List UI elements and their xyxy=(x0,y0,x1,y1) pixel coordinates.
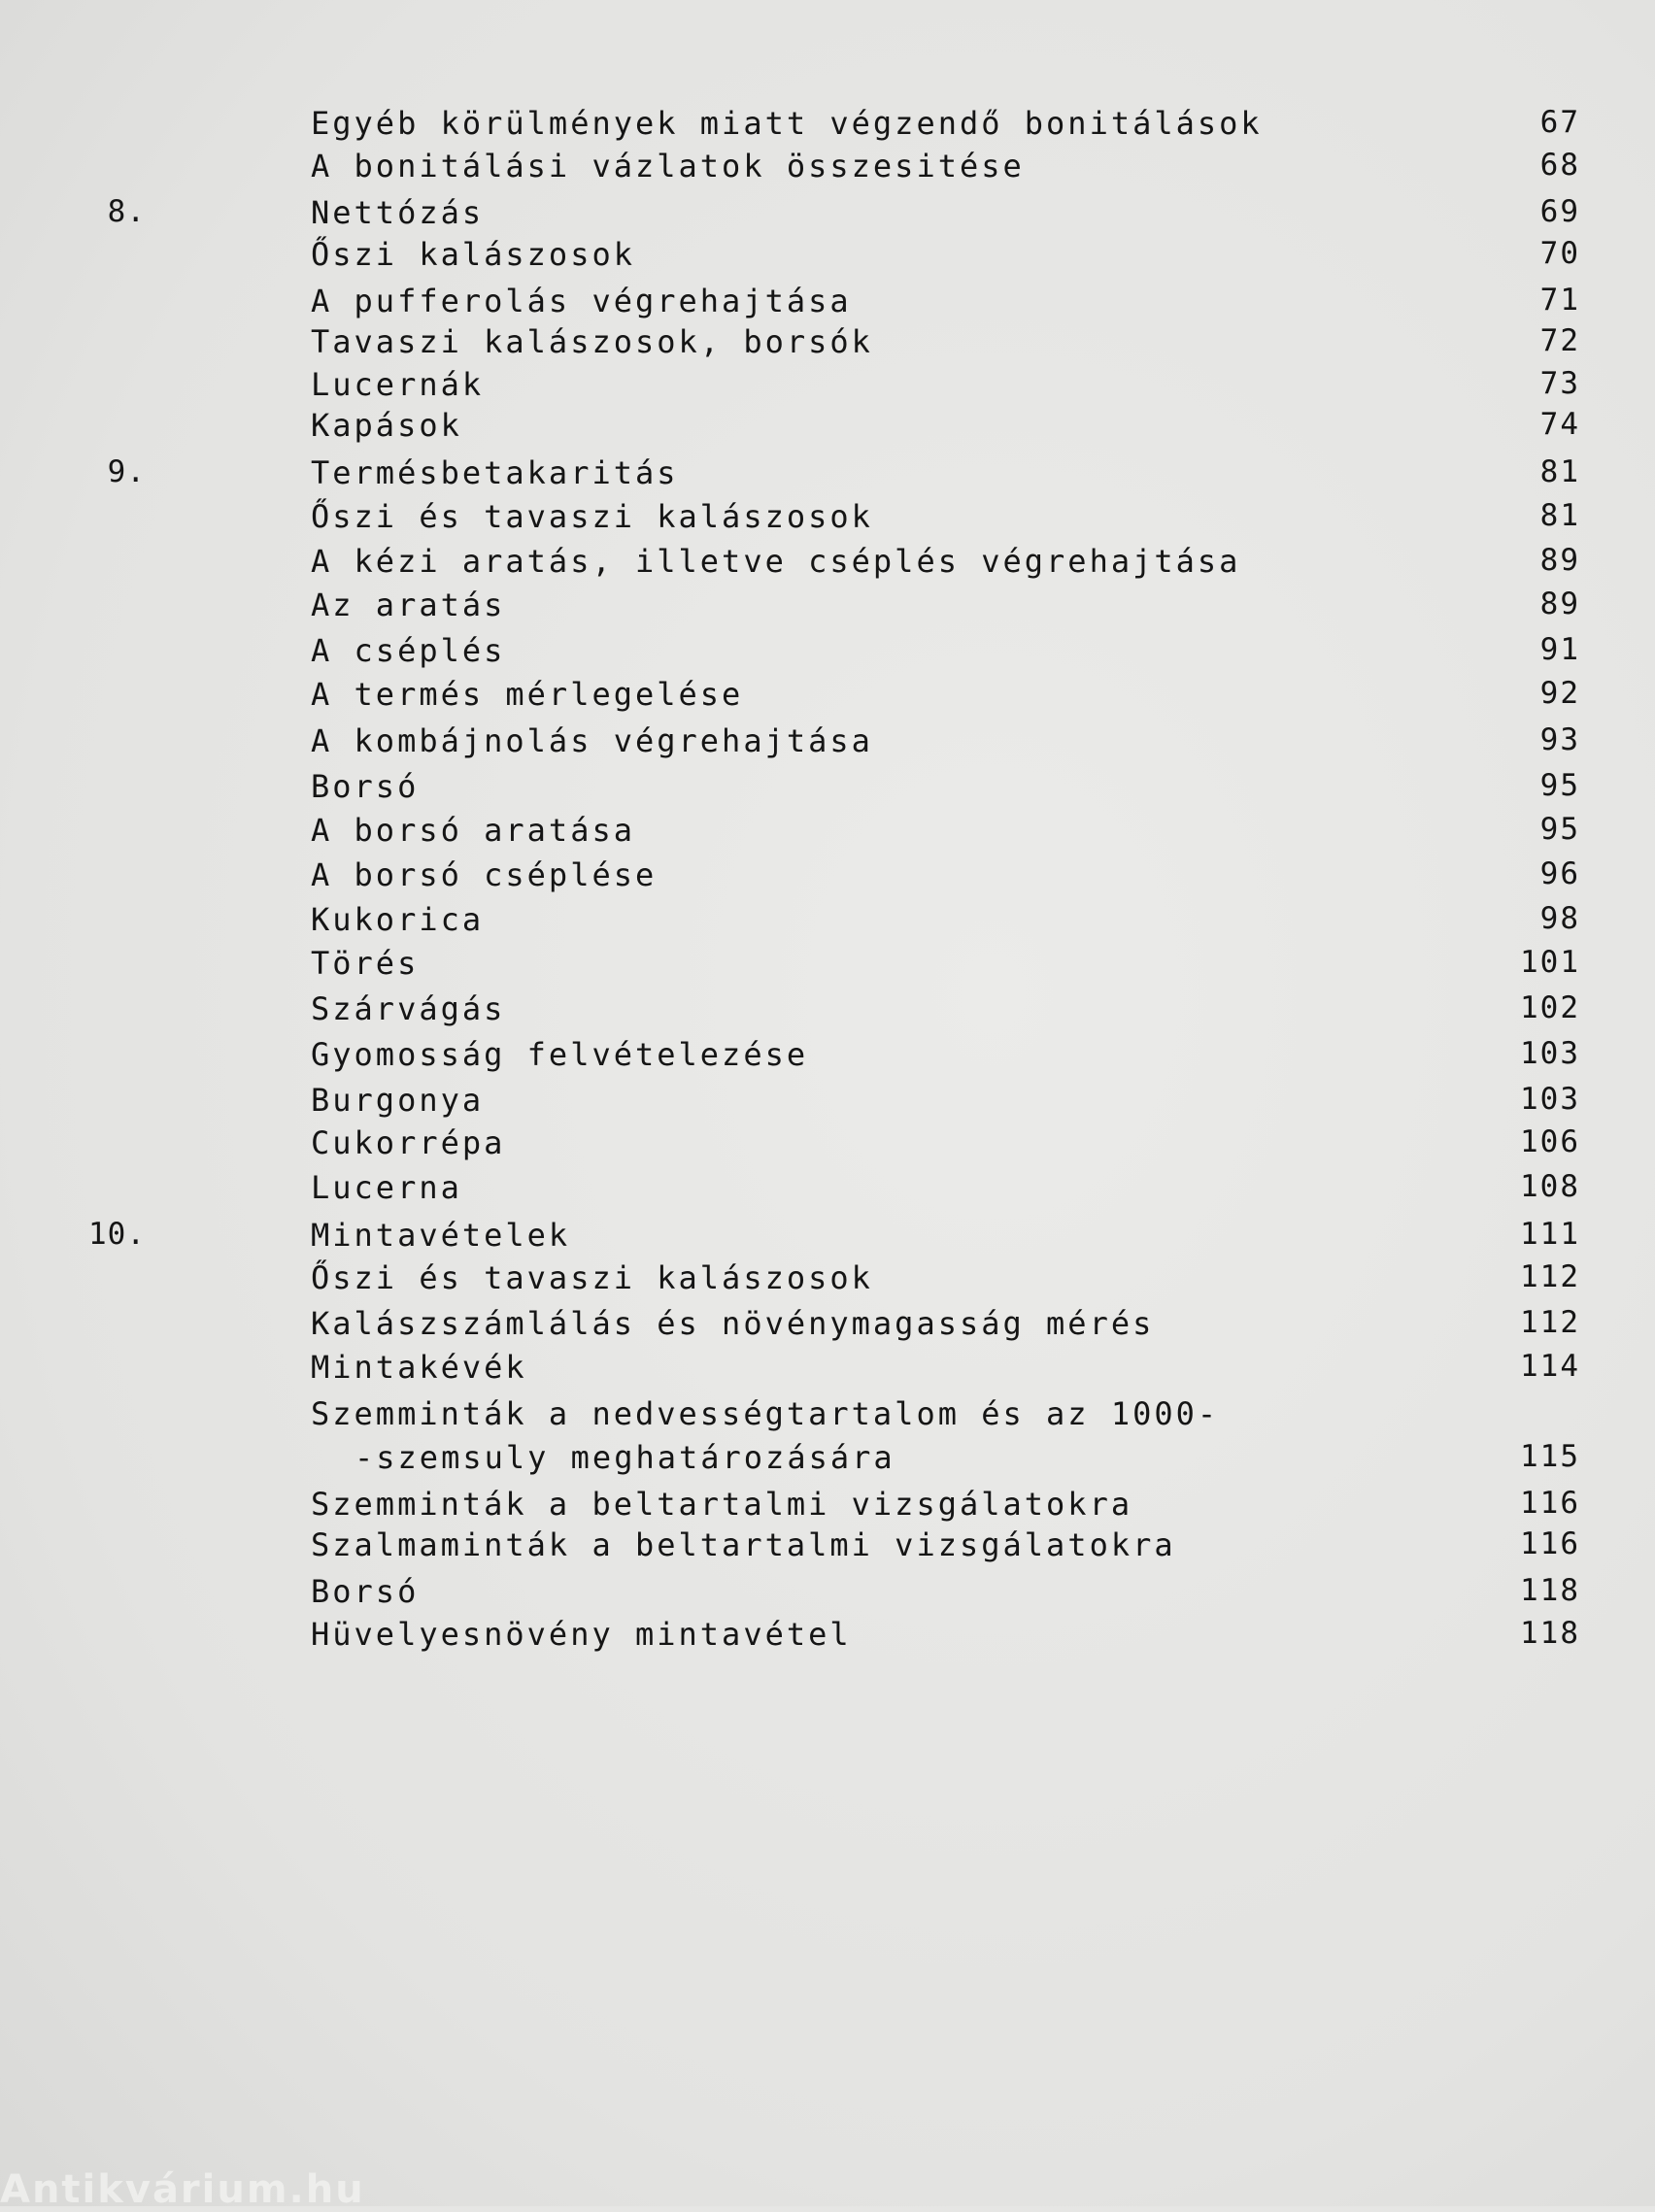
page-number: 69 xyxy=(1539,194,1580,229)
entry-title: Mintavételek xyxy=(311,1217,571,1254)
page-number: 71 xyxy=(1539,283,1580,318)
page-number: 101 xyxy=(1520,945,1580,980)
page-number: 106 xyxy=(1520,1124,1580,1159)
entry-title: Kukorica xyxy=(311,901,485,938)
entry-title: -szemsuly meghatározására xyxy=(355,1439,895,1476)
entry-title: A bonitálási vázlatok összesitése xyxy=(311,148,1025,184)
entry-title: Gyomosság felvételezése xyxy=(311,1036,809,1073)
entry-title: A kézi aratás, illetve cséplés végrehajtása xyxy=(311,543,1241,580)
page-number: 98 xyxy=(1539,901,1580,936)
entry-title: Szemminták a nedvességtartalom és az 1000- xyxy=(311,1395,1220,1432)
entry-title: Cukorrépa xyxy=(311,1124,506,1161)
entry-title: Egyéb körülmények miatt végzendő bonitálások xyxy=(311,105,1263,142)
page-number: 103 xyxy=(1520,1082,1580,1117)
page-number: 81 xyxy=(1539,498,1580,533)
entry-title: Lucernák xyxy=(311,366,485,403)
entry-title: Borsó xyxy=(311,768,420,805)
watermark: Antikvárium.hu xyxy=(0,2167,365,2212)
page-number: 108 xyxy=(1520,1169,1580,1204)
entry-title: Nettózás xyxy=(311,194,485,231)
page-number: 95 xyxy=(1539,768,1580,803)
entry-title: Mintakévék xyxy=(311,1349,527,1386)
page-number: 112 xyxy=(1520,1259,1580,1294)
entry-title: Burgonya xyxy=(311,1082,485,1119)
page-number: 91 xyxy=(1539,632,1580,667)
page-number: 95 xyxy=(1539,812,1580,847)
toc-entry xyxy=(0,1163,1655,1218)
entry-title: A kombájnolás végrehajtása xyxy=(311,722,873,759)
page-number: 118 xyxy=(1520,1573,1580,1608)
page-number: 72 xyxy=(1539,323,1580,358)
page-number: 116 xyxy=(1520,1486,1580,1521)
entry-title: Kapások xyxy=(311,407,462,444)
entry-title: Szemminták a beltartalmi vizsgálatokra xyxy=(311,1486,1133,1523)
page-number: 73 xyxy=(1539,366,1580,401)
page-number: 74 xyxy=(1539,407,1580,442)
entry-title: Őszi és tavaszi kalászosok xyxy=(311,1259,873,1296)
entry-title: A termés mérlegelése xyxy=(311,676,744,713)
page-number: 118 xyxy=(1520,1616,1580,1651)
entry-title: A borsó cséplése xyxy=(311,856,658,893)
page-number: 116 xyxy=(1520,1526,1580,1561)
entry-title: Őszi kalászosok xyxy=(311,236,635,273)
page-number: 68 xyxy=(1539,148,1580,183)
entry-title: Törés xyxy=(311,945,420,982)
toc-entry xyxy=(0,1610,1655,1664)
page-number: 93 xyxy=(1539,722,1580,757)
page-number: 103 xyxy=(1520,1036,1580,1071)
toc-entry xyxy=(0,401,1655,455)
entry-title: Termésbetakaritás xyxy=(311,454,679,491)
chapter-number: 8. xyxy=(107,194,146,229)
page-number: 102 xyxy=(1520,990,1580,1025)
entry-title: Az aratás xyxy=(311,587,506,623)
entry-title: Szalmaminták a beltartalmi vizsgálatokra xyxy=(311,1526,1176,1563)
entry-title: Lucerna xyxy=(311,1169,462,1206)
page-number: 115 xyxy=(1520,1439,1580,1474)
page-number: 89 xyxy=(1539,543,1580,578)
page-number: 70 xyxy=(1539,236,1580,271)
entry-title: Tavaszi kalászosok, borsók xyxy=(311,323,873,360)
entry-title: A cséplés xyxy=(311,632,506,669)
page-number: 96 xyxy=(1539,856,1580,891)
entry-title: Kalászszámlálás és növénymagasság mérés xyxy=(311,1305,1155,1342)
page-number: 111 xyxy=(1520,1217,1580,1252)
page-number: 112 xyxy=(1520,1305,1580,1340)
page-number: 81 xyxy=(1539,454,1580,489)
page-number: 92 xyxy=(1539,676,1580,711)
entry-title: Hüvelyesnövény mintavétel xyxy=(311,1616,852,1653)
entry-title: Borsó xyxy=(311,1573,420,1610)
page-number: 114 xyxy=(1520,1349,1580,1384)
page-number: 67 xyxy=(1539,105,1580,140)
entry-title: A borsó aratása xyxy=(311,812,635,849)
entry-title: Őszi és tavaszi kalászosok xyxy=(311,498,873,535)
entry-title: Szárvágás xyxy=(311,990,506,1027)
entry-title: A pufferolás végrehajtása xyxy=(311,283,852,319)
chapter-number: 9. xyxy=(107,454,146,489)
page-number: 89 xyxy=(1539,587,1580,621)
chapter-number: 10. xyxy=(88,1217,146,1252)
